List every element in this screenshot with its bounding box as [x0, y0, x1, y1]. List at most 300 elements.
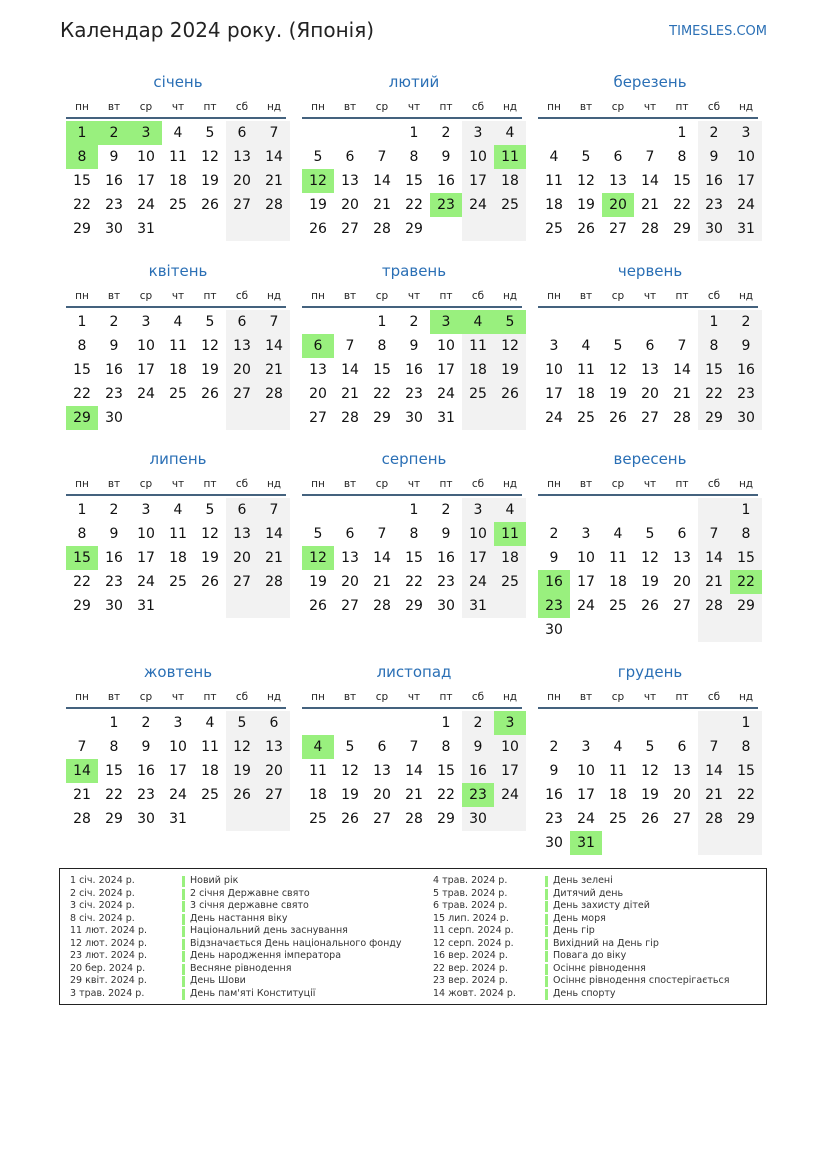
- day-cell[interactable]: 26: [494, 382, 526, 406]
- day-cell[interactable]: 1: [377, 314, 387, 330]
- day-cell[interactable]: 1: [441, 715, 451, 731]
- day-cell[interactable]: 25: [169, 197, 187, 213]
- day-cell[interactable]: 6: [613, 149, 623, 165]
- day-cell[interactable]: 17: [462, 169, 494, 193]
- day-cell[interactable]: 1: [66, 121, 98, 145]
- day-cell[interactable]: 11: [169, 526, 187, 542]
- day-cell[interactable]: 18: [494, 169, 526, 193]
- day-cell[interactable]: 18: [309, 787, 327, 803]
- day-cell[interactable]: 18: [545, 197, 563, 213]
- day-cell[interactable]: 25: [169, 386, 187, 402]
- day-cell[interactable]: 27: [341, 598, 359, 614]
- day-cell[interactable]: 7: [698, 735, 730, 759]
- day-cell[interactable]: 8: [677, 149, 687, 165]
- day-cell[interactable]: 10: [437, 338, 455, 354]
- day-cell[interactable]: 22: [730, 570, 762, 594]
- day-cell[interactable]: 2: [730, 310, 762, 334]
- day-cell[interactable]: 16: [437, 550, 455, 566]
- day-cell[interactable]: 12: [641, 550, 659, 566]
- day-cell[interactable]: 29: [405, 221, 423, 237]
- day-cell[interactable]: 30: [462, 807, 494, 831]
- day-cell[interactable]: 3: [173, 715, 183, 731]
- day-cell[interactable]: 16: [137, 763, 155, 779]
- day-cell[interactable]: 17: [437, 362, 455, 378]
- day-cell[interactable]: 1: [409, 125, 419, 141]
- day-cell[interactable]: 22: [73, 197, 91, 213]
- day-cell[interactable]: 14: [405, 763, 423, 779]
- day-cell[interactable]: 11: [462, 334, 494, 358]
- day-cell[interactable]: 24: [577, 811, 595, 827]
- day-cell[interactable]: 29: [673, 221, 691, 237]
- day-cell[interactable]: 23: [105, 386, 123, 402]
- day-cell[interactable]: 9: [409, 338, 419, 354]
- day-cell[interactable]: 13: [341, 550, 359, 566]
- day-cell[interactable]: 23: [105, 574, 123, 590]
- day-cell[interactable]: 30: [405, 410, 423, 426]
- day-cell[interactable]: 15: [730, 546, 762, 570]
- day-cell[interactable]: 4: [581, 338, 591, 354]
- day-cell[interactable]: 29: [66, 406, 98, 430]
- day-cell[interactable]: 3: [141, 502, 151, 518]
- day-cell[interactable]: 27: [373, 811, 391, 827]
- day-cell[interactable]: 23: [730, 382, 762, 406]
- day-cell[interactable]: 26: [577, 221, 595, 237]
- day-cell[interactable]: 19: [641, 574, 659, 590]
- day-cell[interactable]: 15: [73, 173, 91, 189]
- day-cell[interactable]: 12: [302, 546, 334, 570]
- site-link[interactable]: TIMESLES.COM: [669, 24, 767, 39]
- day-cell[interactable]: 24: [545, 410, 563, 426]
- day-cell[interactable]: 22: [73, 574, 91, 590]
- day-cell[interactable]: 19: [494, 358, 526, 382]
- day-cell[interactable]: 11: [309, 763, 327, 779]
- day-cell[interactable]: 5: [205, 502, 215, 518]
- day-cell[interactable]: 30: [545, 835, 563, 851]
- day-cell[interactable]: 10: [462, 522, 494, 546]
- day-cell[interactable]: 2: [441, 125, 451, 141]
- day-cell[interactable]: 13: [226, 145, 258, 169]
- day-cell[interactable]: 26: [201, 197, 219, 213]
- day-cell[interactable]: 28: [673, 410, 691, 426]
- day-cell[interactable]: 18: [169, 550, 187, 566]
- day-cell[interactable]: 3: [130, 121, 162, 145]
- day-cell[interactable]: 21: [698, 570, 730, 594]
- day-cell[interactable]: 22: [405, 574, 423, 590]
- day-cell[interactable]: 10: [494, 735, 526, 759]
- day-cell[interactable]: 16: [105, 550, 123, 566]
- day-cell[interactable]: 31: [730, 217, 762, 241]
- day-cell[interactable]: 14: [258, 522, 290, 546]
- day-cell[interactable]: 2: [698, 121, 730, 145]
- day-cell[interactable]: 23: [462, 783, 494, 807]
- day-cell[interactable]: 8: [409, 526, 419, 542]
- day-cell[interactable]: 25: [494, 193, 526, 217]
- day-cell[interactable]: 30: [105, 410, 123, 426]
- day-cell[interactable]: 18: [609, 574, 627, 590]
- day-cell[interactable]: 9: [730, 334, 762, 358]
- day-cell[interactable]: 13: [226, 334, 258, 358]
- day-cell[interactable]: 16: [730, 358, 762, 382]
- day-cell[interactable]: 3: [462, 498, 494, 522]
- day-cell[interactable]: 29: [105, 811, 123, 827]
- day-cell[interactable]: 9: [549, 763, 559, 779]
- day-cell[interactable]: 24: [494, 783, 526, 807]
- day-cell[interactable]: 21: [373, 197, 391, 213]
- day-cell[interactable]: 24: [137, 386, 155, 402]
- day-cell[interactable]: 9: [109, 149, 119, 165]
- day-cell[interactable]: 20: [641, 386, 659, 402]
- day-cell[interactable]: 5: [645, 739, 655, 755]
- day-cell[interactable]: 6: [645, 338, 655, 354]
- day-cell[interactable]: 17: [577, 787, 595, 803]
- day-cell[interactable]: 19: [577, 197, 595, 213]
- day-cell[interactable]: 21: [698, 783, 730, 807]
- day-cell[interactable]: 12: [341, 763, 359, 779]
- day-cell[interactable]: 29: [405, 598, 423, 614]
- day-cell[interactable]: 20: [341, 197, 359, 213]
- day-cell[interactable]: 31: [462, 594, 494, 618]
- day-cell[interactable]: 30: [105, 598, 123, 614]
- day-cell[interactable]: 20: [341, 574, 359, 590]
- day-cell[interactable]: 3: [581, 739, 591, 755]
- day-cell[interactable]: 7: [377, 526, 387, 542]
- day-cell[interactable]: 26: [609, 410, 627, 426]
- day-cell[interactable]: 19: [309, 197, 327, 213]
- day-cell[interactable]: 1: [677, 125, 687, 141]
- day-cell[interactable]: 10: [577, 763, 595, 779]
- day-cell[interactable]: 17: [494, 759, 526, 783]
- day-cell[interactable]: 8: [77, 526, 87, 542]
- day-cell[interactable]: 3: [141, 314, 151, 330]
- day-cell[interactable]: 23: [430, 193, 462, 217]
- day-cell[interactable]: 24: [577, 598, 595, 614]
- day-cell[interactable]: 27: [226, 382, 258, 406]
- day-cell[interactable]: 10: [137, 526, 155, 542]
- day-cell[interactable]: 9: [462, 735, 494, 759]
- day-cell[interactable]: 28: [258, 382, 290, 406]
- day-cell[interactable]: 27: [258, 783, 290, 807]
- day-cell[interactable]: 10: [545, 362, 563, 378]
- day-cell[interactable]: 4: [205, 715, 215, 731]
- day-cell[interactable]: 24: [169, 787, 187, 803]
- day-cell[interactable]: 12: [302, 169, 334, 193]
- day-cell[interactable]: 20: [602, 193, 634, 217]
- day-cell[interactable]: 4: [494, 498, 526, 522]
- day-cell[interactable]: 1: [77, 502, 87, 518]
- day-cell[interactable]: 17: [137, 362, 155, 378]
- day-cell[interactable]: 10: [462, 145, 494, 169]
- day-cell[interactable]: 10: [169, 739, 187, 755]
- day-cell[interactable]: 3: [494, 711, 526, 735]
- day-cell[interactable]: 7: [258, 121, 290, 145]
- day-cell[interactable]: 5: [313, 149, 323, 165]
- day-cell[interactable]: 5: [313, 526, 323, 542]
- day-cell[interactable]: 7: [677, 338, 687, 354]
- day-cell[interactable]: 10: [577, 550, 595, 566]
- day-cell[interactable]: 7: [77, 739, 87, 755]
- day-cell[interactable]: 22: [373, 386, 391, 402]
- day-cell[interactable]: 30: [137, 811, 155, 827]
- day-cell[interactable]: 8: [77, 338, 87, 354]
- day-cell[interactable]: 18: [201, 763, 219, 779]
- day-cell[interactable]: 9: [109, 526, 119, 542]
- day-cell[interactable]: 21: [73, 787, 91, 803]
- day-cell[interactable]: 18: [494, 546, 526, 570]
- day-cell[interactable]: 7: [345, 338, 355, 354]
- day-cell[interactable]: 27: [309, 410, 327, 426]
- day-cell[interactable]: 6: [258, 711, 290, 735]
- day-cell[interactable]: 4: [173, 125, 183, 141]
- day-cell[interactable]: 22: [105, 787, 123, 803]
- day-cell[interactable]: 22: [437, 787, 455, 803]
- day-cell[interactable]: 26: [641, 811, 659, 827]
- day-cell[interactable]: 2: [441, 502, 451, 518]
- day-cell[interactable]: 20: [258, 759, 290, 783]
- day-cell[interactable]: 11: [169, 149, 187, 165]
- day-cell[interactable]: 8: [698, 334, 730, 358]
- day-cell[interactable]: 25: [169, 574, 187, 590]
- day-cell[interactable]: 25: [201, 787, 219, 803]
- day-cell[interactable]: 18: [169, 362, 187, 378]
- day-cell[interactable]: 29: [730, 807, 762, 831]
- day-cell[interactable]: 2: [109, 502, 119, 518]
- day-cell[interactable]: 2: [109, 314, 119, 330]
- day-cell[interactable]: 3: [730, 121, 762, 145]
- day-cell[interactable]: 11: [609, 763, 627, 779]
- day-cell[interactable]: 8: [441, 739, 451, 755]
- day-cell[interactable]: 22: [73, 386, 91, 402]
- day-cell[interactable]: 4: [494, 121, 526, 145]
- day-cell[interactable]: 25: [494, 570, 526, 594]
- day-cell[interactable]: 17: [137, 173, 155, 189]
- day-cell[interactable]: 1: [77, 314, 87, 330]
- day-cell[interactable]: 3: [581, 526, 591, 542]
- day-cell[interactable]: 15: [405, 173, 423, 189]
- day-cell[interactable]: 25: [545, 221, 563, 237]
- day-cell[interactable]: 7: [698, 522, 730, 546]
- day-cell[interactable]: 6: [226, 310, 258, 334]
- day-cell[interactable]: 11: [609, 550, 627, 566]
- day-cell[interactable]: 18: [169, 173, 187, 189]
- day-cell[interactable]: 22: [405, 197, 423, 213]
- day-cell[interactable]: 20: [673, 574, 691, 590]
- day-cell[interactable]: 13: [641, 362, 659, 378]
- day-cell[interactable]: 19: [226, 759, 258, 783]
- day-cell[interactable]: 10: [137, 338, 155, 354]
- day-cell[interactable]: 20: [226, 546, 258, 570]
- day-cell[interactable]: 4: [549, 149, 559, 165]
- day-cell[interactable]: 24: [137, 197, 155, 213]
- day-cell[interactable]: 26: [309, 598, 327, 614]
- day-cell[interactable]: 28: [698, 594, 730, 618]
- day-cell[interactable]: 12: [226, 735, 258, 759]
- day-cell[interactable]: 23: [137, 787, 155, 803]
- day-cell[interactable]: 20: [226, 358, 258, 382]
- day-cell[interactable]: 11: [494, 145, 526, 169]
- day-cell[interactable]: 14: [673, 362, 691, 378]
- day-cell[interactable]: 7: [377, 149, 387, 165]
- day-cell[interactable]: 9: [549, 550, 559, 566]
- day-cell[interactable]: 25: [609, 598, 627, 614]
- day-cell[interactable]: 6: [345, 149, 355, 165]
- day-cell[interactable]: 22: [673, 197, 691, 213]
- day-cell[interactable]: 9: [441, 526, 451, 542]
- day-cell[interactable]: 4: [613, 739, 623, 755]
- day-cell[interactable]: 14: [641, 173, 659, 189]
- day-cell[interactable]: 5: [494, 310, 526, 334]
- day-cell[interactable]: 17: [169, 763, 187, 779]
- day-cell[interactable]: 4: [302, 735, 334, 759]
- day-cell[interactable]: 19: [201, 362, 219, 378]
- day-cell[interactable]: 16: [545, 787, 563, 803]
- day-cell[interactable]: 31: [437, 410, 455, 426]
- day-cell[interactable]: 25: [609, 811, 627, 827]
- day-cell[interactable]: 21: [341, 386, 359, 402]
- day-cell[interactable]: 14: [258, 145, 290, 169]
- day-cell[interactable]: 26: [309, 221, 327, 237]
- day-cell[interactable]: 29: [698, 406, 730, 430]
- day-cell[interactable]: 12: [577, 173, 595, 189]
- day-cell[interactable]: 12: [641, 763, 659, 779]
- day-cell[interactable]: 12: [201, 338, 219, 354]
- day-cell[interactable]: 10: [730, 145, 762, 169]
- day-cell[interactable]: 15: [73, 362, 91, 378]
- day-cell[interactable]: 21: [258, 546, 290, 570]
- day-cell[interactable]: 19: [309, 574, 327, 590]
- day-cell[interactable]: 16: [698, 169, 730, 193]
- day-cell[interactable]: 6: [226, 498, 258, 522]
- day-cell[interactable]: 9: [109, 338, 119, 354]
- day-cell[interactable]: 13: [673, 763, 691, 779]
- day-cell[interactable]: 1: [698, 310, 730, 334]
- day-cell[interactable]: 27: [226, 193, 258, 217]
- day-cell[interactable]: 16: [462, 759, 494, 783]
- day-cell[interactable]: 20: [673, 787, 691, 803]
- day-cell[interactable]: 30: [437, 598, 455, 614]
- day-cell[interactable]: 12: [494, 334, 526, 358]
- day-cell[interactable]: 29: [73, 598, 91, 614]
- day-cell[interactable]: 24: [462, 193, 494, 217]
- day-cell[interactable]: 5: [205, 125, 215, 141]
- day-cell[interactable]: 30: [730, 406, 762, 430]
- day-cell[interactable]: 5: [345, 739, 355, 755]
- day-cell[interactable]: 7: [409, 739, 419, 755]
- day-cell[interactable]: 15: [698, 358, 730, 382]
- day-cell[interactable]: 25: [309, 811, 327, 827]
- day-cell[interactable]: 21: [258, 169, 290, 193]
- day-cell[interactable]: 15: [405, 550, 423, 566]
- day-cell[interactable]: 31: [570, 831, 602, 855]
- day-cell[interactable]: 16: [538, 570, 570, 594]
- day-cell[interactable]: 21: [258, 358, 290, 382]
- day-cell[interactable]: 5: [613, 338, 623, 354]
- day-cell[interactable]: 23: [698, 193, 730, 217]
- day-cell[interactable]: 26: [641, 598, 659, 614]
- day-cell[interactable]: 8: [377, 338, 387, 354]
- day-cell[interactable]: 26: [201, 386, 219, 402]
- day-cell[interactable]: 1: [730, 711, 762, 735]
- day-cell[interactable]: 29: [437, 811, 455, 827]
- day-cell[interactable]: 18: [577, 386, 595, 402]
- day-cell[interactable]: 23: [538, 594, 570, 618]
- day-cell[interactable]: 4: [173, 502, 183, 518]
- day-cell[interactable]: 4: [613, 526, 623, 542]
- day-cell[interactable]: 5: [581, 149, 591, 165]
- day-cell[interactable]: 26: [341, 811, 359, 827]
- day-cell[interactable]: 22: [698, 382, 730, 406]
- day-cell[interactable]: 19: [609, 386, 627, 402]
- day-cell[interactable]: 6: [677, 739, 687, 755]
- day-cell[interactable]: 27: [341, 221, 359, 237]
- day-cell[interactable]: 28: [373, 598, 391, 614]
- day-cell[interactable]: 29: [373, 410, 391, 426]
- day-cell[interactable]: 25: [577, 410, 595, 426]
- day-cell[interactable]: 19: [201, 173, 219, 189]
- day-cell[interactable]: 16: [437, 173, 455, 189]
- day-cell[interactable]: 8: [730, 735, 762, 759]
- day-cell[interactable]: 1: [730, 498, 762, 522]
- day-cell[interactable]: 21: [405, 787, 423, 803]
- day-cell[interactable]: 6: [377, 739, 387, 755]
- day-cell[interactable]: 2: [409, 314, 419, 330]
- day-cell[interactable]: 13: [226, 522, 258, 546]
- day-cell[interactable]: 2: [98, 121, 130, 145]
- day-cell[interactable]: 17: [462, 546, 494, 570]
- day-cell[interactable]: 23: [437, 574, 455, 590]
- day-cell[interactable]: 21: [641, 197, 659, 213]
- day-cell[interactable]: 1: [109, 715, 119, 731]
- day-cell[interactable]: 29: [730, 594, 762, 618]
- day-cell[interactable]: 16: [405, 362, 423, 378]
- day-cell[interactable]: 30: [698, 217, 730, 241]
- day-cell[interactable]: 7: [258, 498, 290, 522]
- day-cell[interactable]: 28: [698, 807, 730, 831]
- day-cell[interactable]: 23: [105, 197, 123, 213]
- day-cell[interactable]: 17: [577, 574, 595, 590]
- day-cell[interactable]: 2: [549, 739, 559, 755]
- day-cell[interactable]: 26: [201, 574, 219, 590]
- day-cell[interactable]: 11: [201, 739, 219, 755]
- day-cell[interactable]: 3: [430, 310, 462, 334]
- day-cell[interactable]: 24: [462, 570, 494, 594]
- day-cell[interactable]: 13: [673, 550, 691, 566]
- day-cell[interactable]: 15: [437, 763, 455, 779]
- day-cell[interactable]: 3: [462, 121, 494, 145]
- day-cell[interactable]: 1: [409, 502, 419, 518]
- day-cell[interactable]: 27: [226, 570, 258, 594]
- day-cell[interactable]: 15: [66, 546, 98, 570]
- day-cell[interactable]: 28: [405, 811, 423, 827]
- day-cell[interactable]: 6: [345, 526, 355, 542]
- day-cell[interactable]: 2: [462, 711, 494, 735]
- day-cell[interactable]: 11: [169, 338, 187, 354]
- day-cell[interactable]: 6: [677, 526, 687, 542]
- day-cell[interactable]: 30: [545, 622, 563, 638]
- day-cell[interactable]: 15: [673, 173, 691, 189]
- day-cell[interactable]: 8: [730, 522, 762, 546]
- day-cell[interactable]: 5: [205, 314, 215, 330]
- day-cell[interactable]: 9: [441, 149, 451, 165]
- day-cell[interactable]: 16: [105, 173, 123, 189]
- day-cell[interactable]: 19: [641, 787, 659, 803]
- day-cell[interactable]: 14: [373, 550, 391, 566]
- day-cell[interactable]: 13: [373, 763, 391, 779]
- day-cell[interactable]: 6: [226, 121, 258, 145]
- day-cell[interactable]: 15: [373, 362, 391, 378]
- day-cell[interactable]: 15: [105, 763, 123, 779]
- day-cell[interactable]: 31: [137, 598, 155, 614]
- day-cell[interactable]: 19: [201, 550, 219, 566]
